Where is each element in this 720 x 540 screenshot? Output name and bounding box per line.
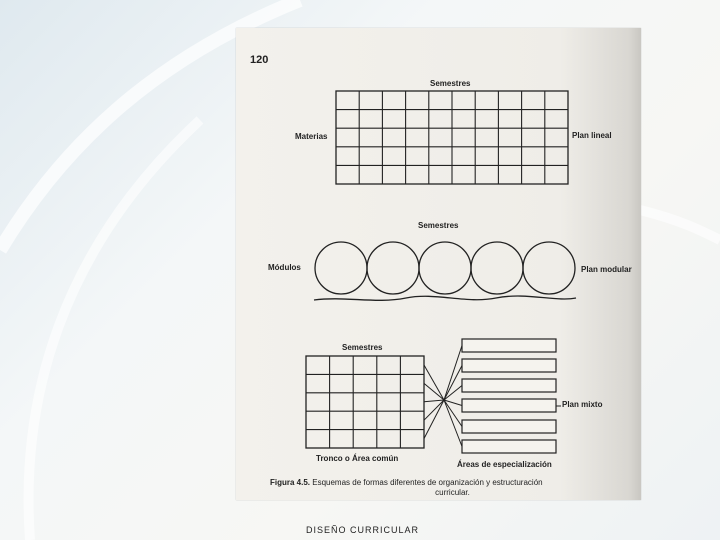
modular-left-label: Módulos — [268, 263, 301, 272]
modular-right-label: Plan modular — [581, 265, 632, 274]
scanned-book-page — [236, 28, 641, 500]
mixed-bottom-left-label: Tronco o Área común — [316, 454, 399, 463]
linear-right-label: Plan lineal — [572, 131, 612, 140]
figure-caption — [270, 478, 635, 498]
specialization-boxes — [462, 339, 556, 453]
linear-left-label: Materias — [295, 132, 328, 141]
mixed-plan-connectors — [424, 346, 462, 447]
mixed-plan-grid — [306, 356, 424, 448]
linear-top-label: Semestres — [430, 79, 471, 88]
mixed-top-label: Semestres — [342, 343, 383, 352]
mixed-bottom-right-label: Áreas de especialización — [457, 460, 552, 469]
page-number: 120 — [250, 54, 269, 66]
caption-continuation: curricular. — [435, 488, 470, 497]
footer-title: DISEÑO CURRICULAR — [306, 525, 420, 535]
mixed-right-label: Plan mixto — [562, 400, 603, 409]
modular-plan-circles — [314, 242, 576, 300]
caption-text: Esquemas de formas diferentes de organización y estructuración — [312, 478, 543, 487]
figure-number: Figura 4.5. — [270, 478, 311, 487]
modular-top-label: Semestres — [418, 221, 459, 230]
